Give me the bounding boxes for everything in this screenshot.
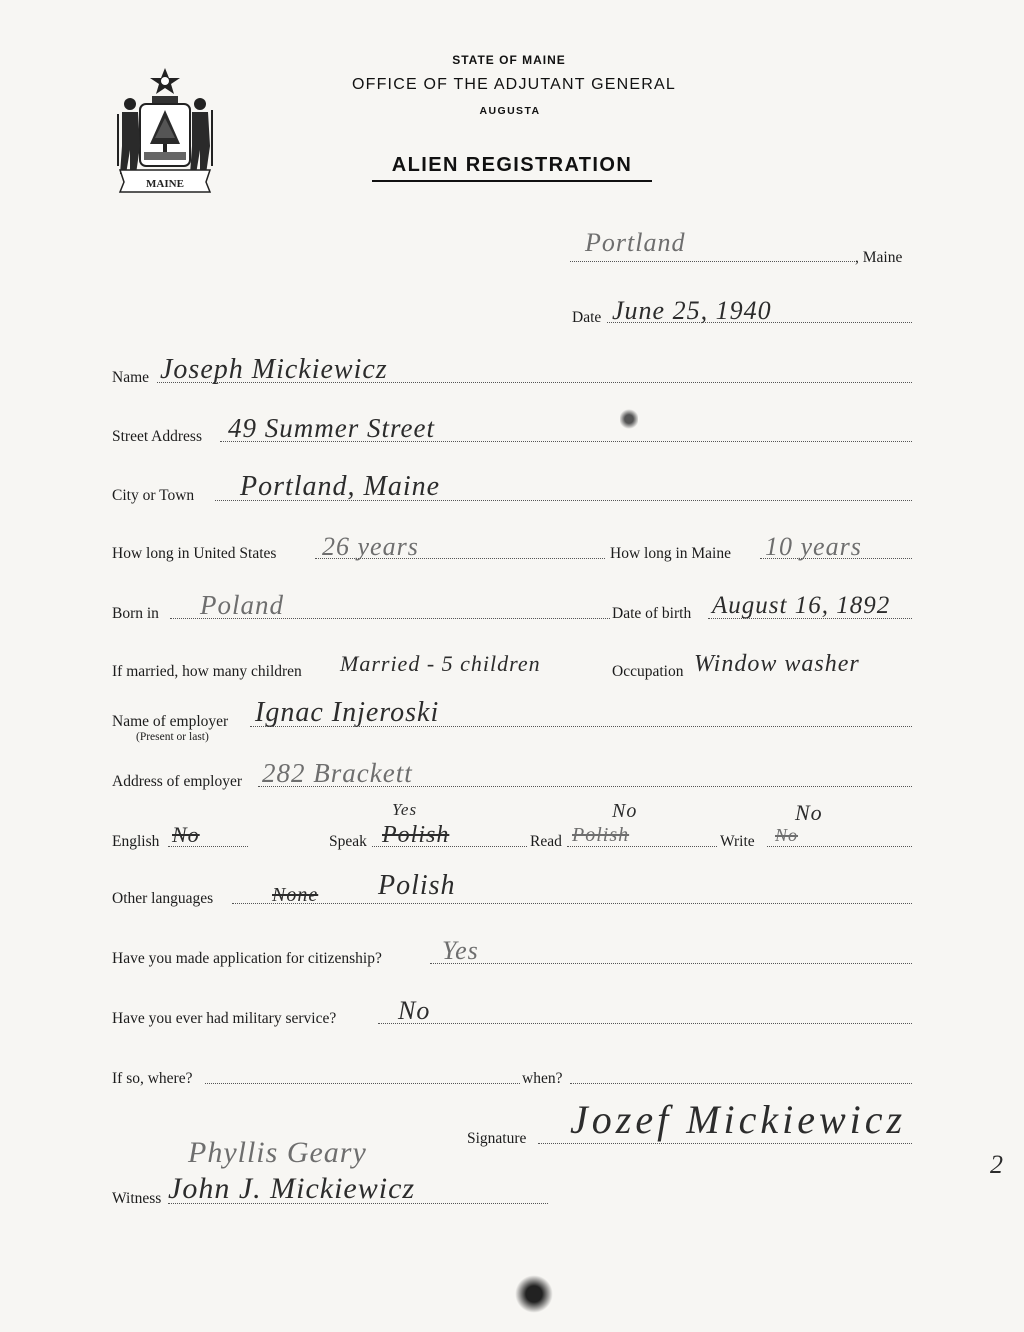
location-line (570, 261, 855, 262)
ink-smudge (515, 1275, 553, 1313)
signature-line (538, 1143, 912, 1144)
how-long-maine-label: How long in Maine (610, 545, 731, 562)
signature-value: Jozef Mickiewicz (570, 1097, 907, 1142)
children-value: Married - 5 children (340, 651, 541, 676)
date-label: Date (572, 309, 602, 326)
occupation-label: Occupation (612, 663, 684, 680)
how-long-maine-value: 10 years (765, 532, 862, 561)
location-suffix: , Maine (855, 249, 903, 266)
when-line (570, 1083, 912, 1084)
witness-line (168, 1203, 548, 1204)
other-languages-correction: Polish (378, 870, 456, 901)
witness-value: John J. Mickiewicz (168, 1172, 416, 1205)
read-value: Polish (572, 824, 630, 846)
speak-line (372, 846, 527, 847)
employer-address-value: 282 Brackett (262, 758, 413, 788)
signature-label: Signature (467, 1130, 527, 1147)
read-correction: No (612, 800, 638, 822)
read-line (567, 846, 717, 847)
date-value: June 25, 1940 (612, 296, 772, 325)
employer-address-line (258, 786, 912, 787)
seal-banner-text: MAINE (146, 178, 184, 190)
city-heading: AUGUSTA (479, 105, 541, 117)
how-long-us-line (315, 558, 605, 559)
city-label: City or Town (112, 487, 195, 504)
office-heading: OFFICE OF THE ADJUTANT GENERAL (351, 76, 677, 93)
name-line (157, 382, 912, 383)
name-value: Joseph Mickiewicz (160, 354, 388, 385)
speak-value: Polish (382, 822, 450, 848)
location-value: Portland (585, 228, 686, 257)
military-line (378, 1023, 912, 1024)
military-label: Have you ever had military service? (112, 1010, 337, 1027)
other-languages-value: None (272, 884, 319, 906)
employer-value: Ignac Injeroski (255, 697, 440, 728)
city-line (215, 500, 912, 501)
how-long-us-label: How long in United States (112, 545, 277, 562)
how-long-us-value: 26 years (322, 532, 419, 561)
born-in-value: Poland (200, 590, 284, 620)
english-value: No (172, 822, 200, 847)
write-line (767, 846, 912, 847)
citizenship-label: Have you made application for citizenship? (112, 950, 382, 967)
employer-label: Name of employer (112, 713, 229, 730)
how-long-maine-line (760, 558, 912, 559)
write-value: No (775, 825, 799, 845)
witness-second-signature: Phyllis Geary (188, 1136, 367, 1169)
where-line (205, 1083, 520, 1084)
form-title: ALIEN REGISTRATION (391, 154, 633, 176)
other-languages-line (232, 903, 912, 904)
date-of-birth-label: Date of birth (612, 605, 692, 622)
page-mark: 2 (990, 1150, 1004, 1179)
where-label: If so, where? (112, 1070, 193, 1087)
speak-label: Speak (329, 833, 367, 850)
ink-smudge (620, 408, 638, 430)
english-line (168, 846, 248, 847)
when-label: when? (522, 1070, 563, 1087)
english-label: English (112, 833, 160, 850)
name-label: Name (112, 369, 150, 386)
children-label: If married, how many children (112, 663, 302, 680)
employer-sublabel: (Present or last) (136, 731, 209, 743)
witness-label: Witness (112, 1190, 162, 1207)
date-of-birth-line (708, 618, 912, 619)
state-heading: STATE OF MAINE (452, 53, 566, 67)
write-correction: No (795, 800, 823, 825)
employer-line (250, 726, 912, 727)
title-underline (372, 180, 652, 182)
born-in-line (170, 618, 610, 619)
date-of-birth-value: August 16, 1892 (712, 592, 891, 619)
citizenship-value: Yes (442, 936, 479, 965)
citizenship-line (430, 963, 912, 964)
street-value: 49 Summer Street (228, 413, 435, 443)
street-label: Street Address (112, 428, 202, 445)
street-line (220, 441, 912, 442)
occupation-value: Window washer (694, 651, 860, 677)
born-in-label: Born in (112, 605, 159, 622)
other-languages-label: Other languages (112, 890, 214, 907)
employer-address-label: Address of employer (112, 773, 242, 790)
military-value: No (398, 996, 431, 1025)
write-label: Write (720, 833, 755, 850)
speak-correction: Yes (392, 800, 418, 819)
city-value: Portland, Maine (240, 471, 441, 502)
date-line (607, 322, 912, 323)
read-label: Read (530, 833, 562, 850)
